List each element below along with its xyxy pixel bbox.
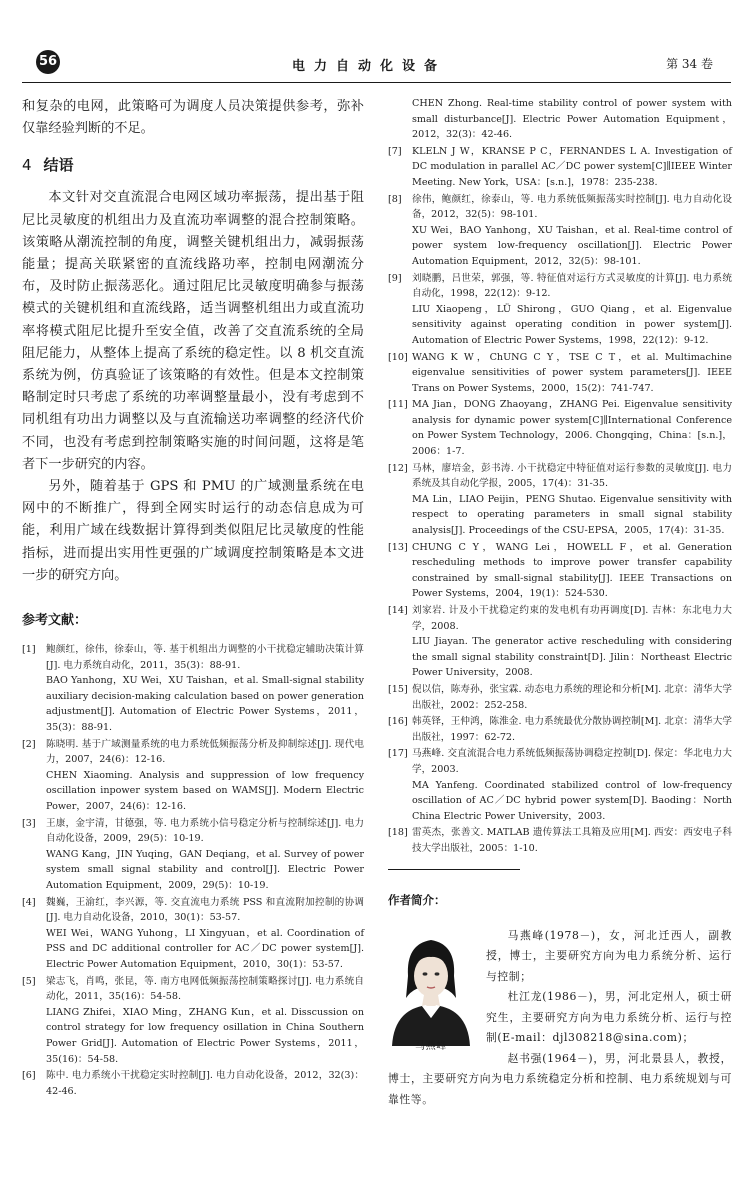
reference-item: [22, 895, 364, 973]
page-number: 56: [36, 50, 60, 74]
reference-item: [22, 642, 364, 736]
conclusion-paragraph-2: 另外，随着基于 GPS 和 PMU 的广域测量系统在电网中的不断推广，得到全网实时运行的动态信息成为可能，利用广域在线数据计算得到类似阻尼比灵敏度的性能指标，进而提出实用性更强的广域调度控制策略是本文进一步的研究方向。: [22, 479, 364, 583]
bio-du-jianglong: 杜江龙(1986－)，男，河北定州人，硕士研究生，主要研究方向为电力系统分析、运行与控制(E-mail：djl308218@sina.com)；: [486, 990, 732, 1044]
reference-citation-chinese: 马林，廖培金，彭书涛. 小干扰稳定中特征值对运行参数的灵敏度[J]. 电力系统及其自动化学报，2005，17(4)：31-35.: [412, 462, 732, 490]
reference-item: [388, 461, 732, 539]
reference-number: [5]: [22, 975, 36, 987]
reference-item: [388, 540, 732, 602]
reference-citation-chinese: 刘家岩. 计及小干扰稳定约束的发电机有功再调度[D]. 吉林：东北电力大学，2008.: [412, 605, 732, 632]
reference-list-left: [22, 642, 364, 1099]
reference-citation-chinese: 马燕峰. 交直流混合电力系统低频振荡协调稳定控制[D]. 保定：华北电力大学，2003.: [412, 748, 732, 775]
reference-number: [17]: [388, 748, 408, 760]
reference-number: [18]: [388, 827, 408, 839]
journal-title: 电力自动化设备: [292, 59, 447, 74]
reference-item: [22, 1068, 364, 1099]
section-number: 4: [22, 156, 32, 175]
reference-number: [15]: [388, 683, 408, 695]
bio-divider: [388, 869, 520, 870]
reference-item: [388, 714, 732, 745]
reference-number: [1]: [22, 644, 36, 656]
reference-citation-english: LIU Jiayan. The generator active rescheduling with considering the small signal stability constraint[D]. Jilin：Northeast Electric Power University，2008.: [412, 636, 732, 679]
reference-item: [388, 271, 732, 349]
reference-number: [13]: [388, 541, 408, 553]
references-heading: 参考文献：: [22, 613, 88, 629]
reference-number: [16]: [388, 716, 408, 728]
reference-citation-english: CHUNG C Y，WANG Lei，HOWELL F，et al. Generation rescheduling methods to improve power transfer capability constrained by small-signal stability[J]. IEEE Transactions on Power Systems，2004，19(1)：524-530.: [412, 541, 732, 600]
photo-caption: 马燕峰: [415, 1041, 447, 1052]
reference-number: [3]: [22, 817, 36, 829]
reference-citation-english: CHEN Xiaoming. Analysis and suppression of low frequency oscillation inpower system based on WAMS[J]. Modern Electric Power，2007，24(6)：12-16.: [46, 769, 364, 812]
author-portrait-image: [388, 926, 474, 1046]
page-header: [22, 52, 731, 88]
reference-list-right: [388, 96, 732, 857]
reference-citation-chinese: 梁志飞，肖鸣，张昆，等. 南方电网低频振荡控制策略探讨[J]. 电力系统自动化，2011，35(16)：54-58.: [46, 975, 364, 1003]
reference-citation-english: LIANG Zhifei，XIAO Ming，ZHANG Kun，et al. Disscussion on control strategy for low frequency osillation in China Southern Power Grid[J]. Automation of Electric Power Systems，2011，35(16)：54-58.: [46, 1006, 364, 1065]
reference-citation-chinese: 刘晓鹏，吕世荣，郭强，等. 特征值对运行方式灵敏度的计算[J]. 电力系统自动化，1998，22(12)：9-12.: [412, 272, 732, 300]
reference-citation-english: KLELN J W，KRANSE P C，FERNANDES L A. Investigation of DC modulation in parallel AC／DC power system[C]∥IEEE Winter Meeting. New York，USA：[s.n.]，1978：235-238.: [412, 145, 732, 188]
reference-citation-chinese: 陈晓明. 基于广域测量系统的电力系统低频振荡分析及抑制综述[J]. 现代电力，2007，24(6)：12-16.: [46, 738, 364, 766]
reference-item: [388, 825, 732, 856]
reference-number: [11]: [388, 399, 408, 411]
volume-label: 第 34 卷: [666, 57, 713, 71]
section-heading: [22, 154, 364, 175]
reference-item: [388, 144, 732, 191]
reference-number: [2]: [22, 738, 36, 750]
reference-citation-chinese: 韩英铎，王仲鸿，陈淮金. 电力系统最优分散协调控制[M]. 北京：清华大学出版社，1997：62-72.: [412, 716, 732, 743]
reference-item-continued: [388, 96, 732, 143]
reference-citation-english: WEI Wei，WANG Yuhong，LI Xingyuan，et al. Coordination of PSS and DC additional controller for AC／DC power system[J]. Electric Power Automation Equipment，2010，30(1)：53-57.: [46, 927, 364, 970]
header-rule: [22, 82, 731, 83]
right-column: [388, 96, 732, 1110]
reference-citation-chinese: 陈中. 电力系统小干扰稳定实时控制[J]. 电力自动化设备，2012，32(3)：42-46.: [46, 1070, 364, 1097]
reference-number: [10]: [388, 351, 408, 363]
bio-heading: 作者简介：: [388, 892, 446, 907]
reference-number: [12]: [388, 462, 408, 474]
reference-number: [8]: [388, 193, 402, 205]
reference-number: [6]: [22, 1070, 36, 1082]
reference-citation-chinese: 魏巍，王渝红，李兴源，等. 交直流电力系统 PSS 和直流附加控制的协调[J]. 电力自动化设备，2010，30(1)：53-57.: [46, 896, 364, 924]
intro-paragraph: 和复杂的电网，此策略可为调度人员决策提供参考，弥补仅靠经验判断的不足。: [22, 99, 364, 137]
reference-number: [7]: [388, 145, 402, 157]
reference-citation-english: WANG Kang，JIN Yuqing，GAN Deqiang，et al. Survey of power system small signal stability and control[J]. Electric Power Automation Equipment，2009，29(5)：10-19.: [46, 848, 364, 891]
reference-item: [388, 682, 732, 713]
bio-zhao-shuqiang: 赵书强(1964－)，男，河北景县人，教授，博士，主要研究方向为电力系统稳定分析和控制、电力系统规划与可靠性等。: [388, 1051, 732, 1106]
reference-number: [14]: [388, 605, 408, 616]
reference-citation-english: XU Wei，BAO Yanhong，XU Taishan，et al. Real-time control of power system low-frequency oscillation[J]. Electric Power Automation Equipment，2012，32(5)：98-101.: [412, 224, 732, 267]
left-column: [22, 96, 364, 1100]
reference-item: [388, 397, 732, 459]
reference-citation-english: LIU Xiaopeng，LÜ Shirong，GUO Qiang，et al. Eigenvalue sensitivity against operating condition in power system[J]. Automation of Electric Power Systems，1998，22(12)：9-12.: [412, 303, 732, 346]
reference-number: [4]: [22, 896, 36, 908]
reference-item: [22, 974, 364, 1068]
bio-ma-yanfeng: 马燕峰(1978－)，女，河北迁西人，副教授，博士，主要研究方向为电力系统分析、运行与控制；: [486, 928, 732, 983]
reference-item: [388, 350, 732, 397]
reference-citation-english: WANG K W，ChUNG C Y，TSE C T，et al. Multimachine eigenvalue sensitivities of power system parameters[J]. IEEE Trans on Power Systems，2000，15(2)：741-747.: [412, 351, 732, 394]
reference-item: [388, 603, 732, 681]
section-title: 结语: [43, 156, 74, 175]
reference-citation-english: CHEN Zhong. Real-time stability control of power system with small disturbance[J]. Electric Power Automation Equipment，2012，32(3)：42-46.: [412, 98, 732, 141]
reference-citation-chinese: 倪以信，陈寿孙，张宝霖. 动态电力系统的理论和分析[M]. 北京：清华大学出版社，2002：252-258.: [412, 683, 732, 711]
reference-citation-chinese: 王康，金宇清，甘德强，等. 电力系统小信号稳定分析与控制综述[J]. 电力自动化设备，2009，29(5)：10-19.: [46, 817, 364, 845]
author-photo: [388, 926, 474, 1056]
conclusion-paragraph-1: 本文针对交直流混合电网区域功率振荡，提出基于阻尼比灵敏度的机组出力及直流功率调整的混合控制策略。该策略从潮流控制的角度，调整关键机组出力，减弱振荡能量；提高关联紧密的直流线路功率，控制电网潮流分布，及时防止振荡恶化。通过阻尼比灵敏度明确参与振荡模式的关键机组和直流线路，适当调整机组出力或直流功率将模式阻尼比提升至安全值，改善了交直流系统的全局阻尼能力，从整体上提高了系统的稳定性。以 8 机交直流系统为例，仿真验证了该策略的有效性。但是本文控制策略制定时只考虑了系统的功率调整量最小，没有考虑到不同机组有功出力调整以及与直流输送功率调整的经济代价不同，也没有考虑到控制策略实施的时间问题，这将是笔者下一步研究的内容。: [22, 190, 364, 472]
reference-citation-chinese: 雷英杰，张善文. MATLAB 遗传算法工具箱及应用[M]. 西安：西安电子科技大学出版社，2005：1-10.: [412, 827, 732, 854]
reference-item: [388, 192, 732, 270]
reference-citation-english: MA Lin，LIAO Peijin，PENG Shutao. Eigenvalue sensitivity with respect to operating parameters in small signal stability analysis[J]. Proceedings of the CSU-EPSA，2005，17(4)：31-35.: [412, 493, 732, 537]
reference-item: [388, 746, 732, 824]
reference-item: [22, 816, 364, 894]
reference-citation-chinese: 鲍颜红，徐伟，徐泰山，等. 基于机组出力调整的小干扰稳定辅助决策计算[J]. 电力系统自动化，2011，35(3)：88-91.: [46, 644, 364, 671]
reference-citation-english: MA Yanfeng. Coordinated stabilized control of low-frequency oscillation of AC／DC hybrid power system[D]. Baoding：North China Electric Power University，2003.: [412, 779, 732, 822]
reference-citation-english: MA Jian，DONG Zhaoyang，ZHANG Pei. Eigenvalue sensitivity analysis for dynamic power system[C]∥International Conference on Power System Technology，2006. Chongqing，China：[s.n.]，2006：1-7.: [412, 399, 732, 458]
reference-citation-chinese: 徐伟，鲍颜红，徐泰山，等. 电力系统低频振荡实时控制[J]. 电力自动化设备，2012，32(5)：98-101.: [412, 193, 732, 221]
reference-citation-english: BAO Yanhong，XU Wei，XU Taishan，et al. Small-signal stability auxiliary decision-making calculation based on power generation adjustment[J]. Automation of Electric Power Systems，2011，35(3)：88-91.: [46, 675, 364, 734]
author-bios: [388, 926, 732, 1111]
reference-item: [22, 737, 364, 815]
reference-number: [9]: [388, 272, 402, 284]
